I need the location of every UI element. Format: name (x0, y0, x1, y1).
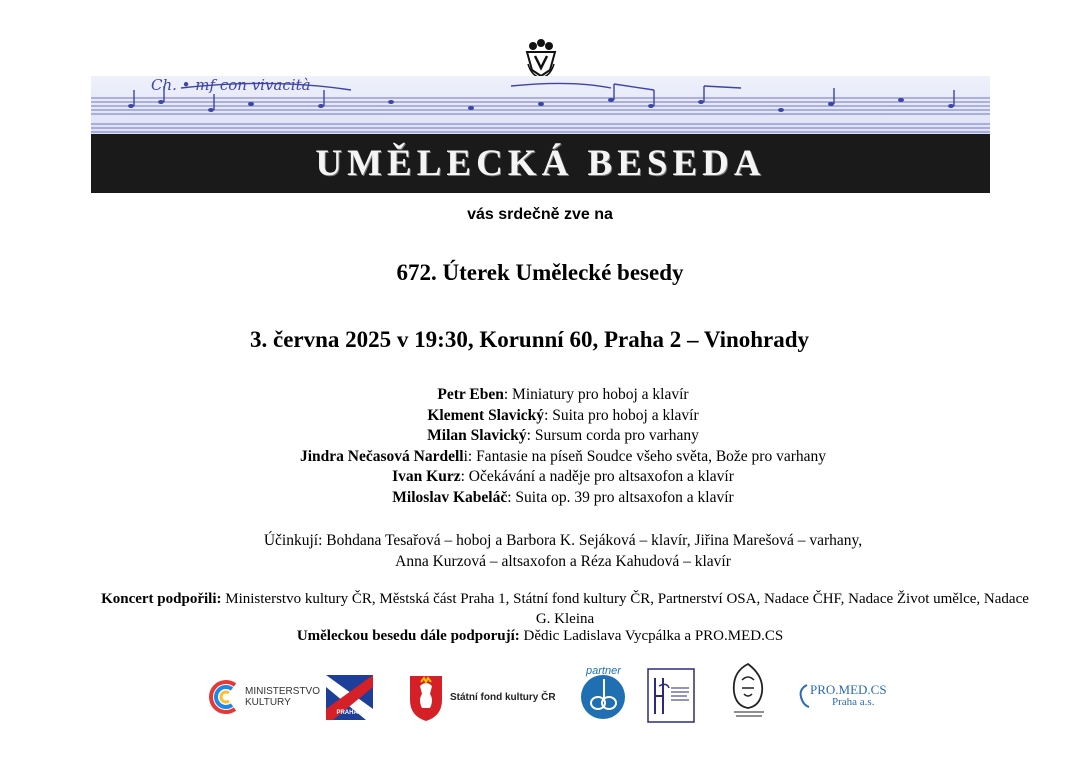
composer-name: Klement Slavický (427, 406, 545, 424)
czech-lion-shield-icon (408, 672, 444, 722)
music-score-drawing (91, 76, 990, 134)
statni-fond-kultury-logo (408, 672, 556, 722)
umelecka-beseda-emblem-icon (522, 38, 560, 78)
promed-line1: PRO.MED.CS (810, 682, 887, 697)
nadace-zivot-umelce-icon (728, 662, 770, 720)
composer-name: Petr Eben (437, 386, 504, 403)
sfk-label: Státní fond kultury ČR (450, 692, 556, 703)
mk-c-icon (205, 677, 245, 717)
invite-text: vás srdečně zve na (467, 206, 613, 223)
nadace-zivot-umelce-logo (728, 662, 770, 720)
mk-line1: MINISTERSTVO (245, 686, 321, 697)
praha-1-label: PRAHA 1 (336, 710, 363, 716)
performers-line: Účinkují: Bohdana Tesařová – hoboj a Barbora K. Sejáková – klavír, Jiřina Marešová – varhany, (263, 532, 863, 549)
work-title: : Suita pro hoboj a klavír (544, 406, 699, 424)
program-item (0, 426, 1080, 447)
promed-cs-logo (797, 681, 887, 711)
program-list (0, 385, 1080, 508)
score-handwriting: Ch. • mf con vivacità (151, 76, 311, 94)
additional-supporters-label: Uměleckou besedu dále podporují: (296, 628, 520, 644)
nadace-chf-logo (647, 668, 695, 723)
additional-supporters-list: Dědic Ladislava Vycpálka a PRO.MED.CS (519, 628, 784, 644)
praha-1-logo (326, 675, 373, 720)
additional-supporters (0, 628, 1080, 645)
banner-title: UMĚLECKÁ BESEDA (315, 143, 766, 184)
composer-name: Jindra Nečasová Nardell (299, 447, 464, 465)
program-item (0, 385, 1080, 406)
work-title: : Suita op. 39 pro altsaxofon a klavír (507, 488, 734, 506)
program-item (0, 447, 1080, 468)
ministerstvo-kultury-logo (205, 677, 321, 717)
partner-label: partner (586, 665, 621, 677)
performers-line: Anna Kurzová – altsaxofon a Réza Kahudová – klavír (395, 553, 731, 570)
work-title: i: Fantasie na píseň Soudce všeho světa, Bože pro varhany (463, 447, 827, 465)
program-item (0, 467, 1080, 488)
supporters-label: Koncert podpořili: (101, 591, 222, 607)
nadace-chf-icon (647, 668, 695, 723)
supporters-list: Ministerstvo kultury ČR, Městská část Praha 1, Státní fond kultury ČR, Partnerství OSA, Nadace ČHF, Nadace Život umělce, Nadace G. Kleina (221, 591, 1029, 627)
composer-name: Milan Slavický (427, 427, 527, 444)
composer-name: Miloslav Kabeláč (392, 488, 508, 506)
program-item (0, 488, 1080, 509)
supporters (95, 590, 1035, 629)
performers (0, 530, 1080, 572)
work-title: : Očekávání a naděje pro altsaxofon a klavír (460, 468, 734, 485)
event-title: 672. Úterek Umělecké besedy (396, 260, 684, 285)
promed-swirl-icon (797, 683, 811, 709)
header-banner (91, 76, 990, 193)
work-title: : Miniatury pro hoboj a klavír (503, 386, 689, 403)
title-bar (91, 134, 990, 193)
mk-line2: KULTURY (245, 697, 291, 708)
composer-name: Ivan Kurz (392, 468, 461, 485)
promed-line2: Praha a.s. (832, 696, 875, 708)
music-score-strip (91, 76, 990, 134)
event-datetime: 3. června 2025 v 19:30, Korunní 60, Praha 2 – Vinohrady (250, 327, 810, 352)
work-title: : Sursum corda pro varhany (526, 427, 699, 444)
program-item (0, 406, 1080, 427)
partnerstvi-osa-logo (576, 665, 631, 722)
